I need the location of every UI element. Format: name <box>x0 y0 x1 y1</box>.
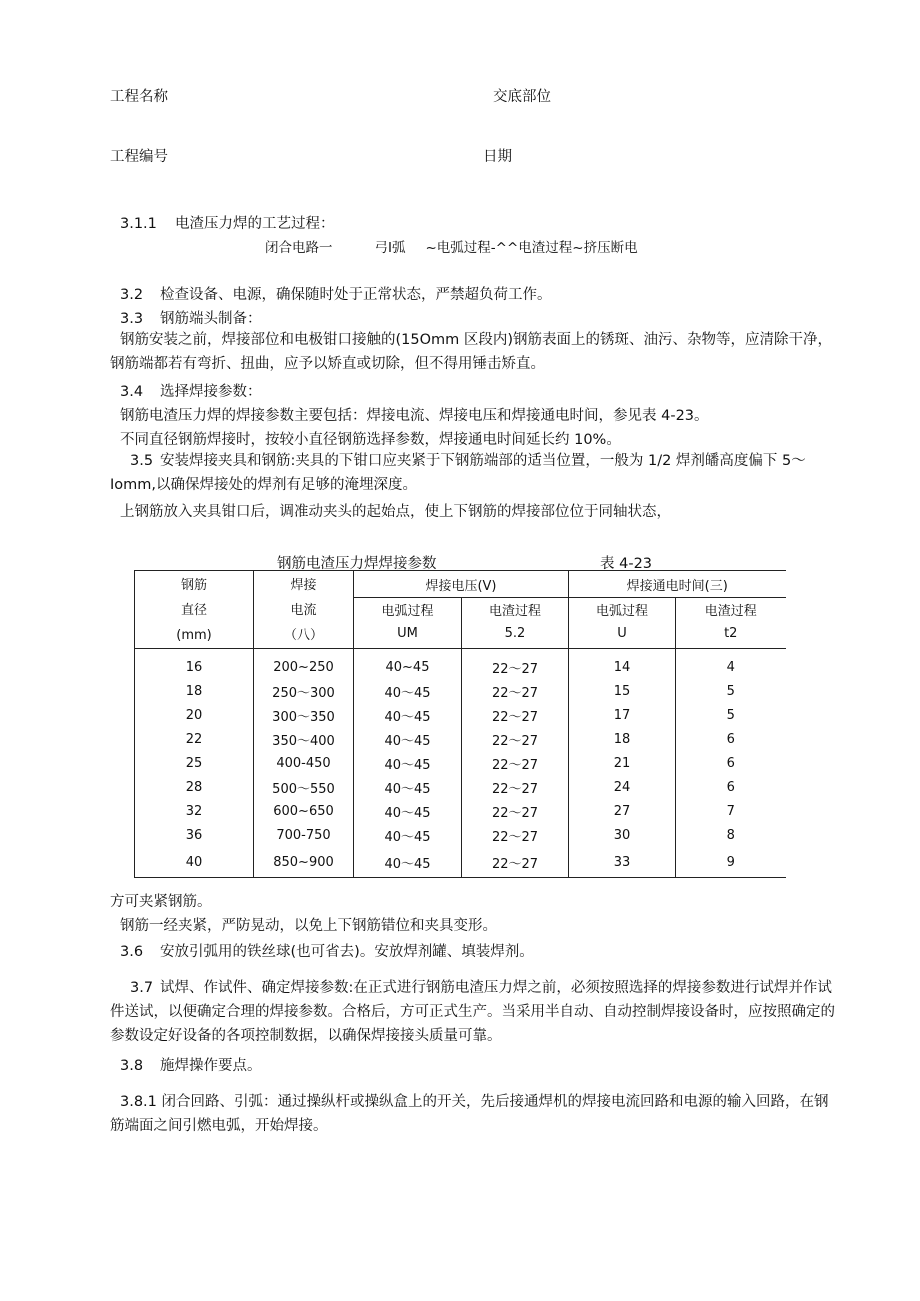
table-cell: 32 <box>135 799 254 823</box>
table-cell: 18 <box>135 679 254 703</box>
project-number-label: 工程编号 <box>110 149 168 165</box>
process-flow: 闭合电路一 弓I弧 ~电弧过程-^^电渣过程~挤压断电 <box>265 240 638 256</box>
table-cell: 22～27 <box>462 751 569 775</box>
table-cell: 6 <box>676 775 786 799</box>
table-cell: 850~900 <box>254 847 354 878</box>
table-cell: 40~45 <box>354 649 462 680</box>
table-cell: 700-750 <box>254 823 354 847</box>
table-cell: 16 <box>135 649 254 680</box>
table-cell: 8 <box>676 823 786 847</box>
table-cell: 22～27 <box>462 679 569 703</box>
table-row <box>135 649 786 680</box>
section-3-4-text-1: 钢筋电渣压力焊的焊接参数主要包括：焊接电流、焊接电压和焊接通电时间，参见表 4-23。 <box>120 408 709 424</box>
table-row <box>135 703 786 727</box>
table-row <box>135 847 786 878</box>
table-row <box>135 823 786 847</box>
section-3-5: 3.5 安装焊接夹具和钢筋:夹具的下钳口应夹紧于下钢筋端部的适当位置，一般为 1/2 焊剂皤高度偏下 5～Iomm,以确保焊接处的焊剂有足够的淹埋深度。 <box>110 453 806 493</box>
table-cell: 500～550 <box>254 775 354 799</box>
table-cell: 15 <box>569 679 676 703</box>
table-cell: 22～27 <box>462 823 569 847</box>
table-cell: 40～45 <box>354 823 462 847</box>
handover-part-label: 交底部位 <box>493 89 551 105</box>
table-cell: 33 <box>569 847 676 878</box>
table-row <box>135 751 786 775</box>
table-cell: 21 <box>569 751 676 775</box>
table-cell: 30 <box>569 823 676 847</box>
table-title: 钢筋电渣压力焊焊接参数 <box>277 556 437 572</box>
table-cell: 25 <box>135 751 254 775</box>
table-cell: 200~250 <box>254 649 354 680</box>
table-cell: 5 <box>676 703 786 727</box>
subheader-slag-time: 电渣过程 t2 <box>676 598 786 649</box>
table-cell: 7 <box>676 799 786 823</box>
table-cell: 350～400 <box>254 727 354 751</box>
project-name-label: 工程名称 <box>110 89 168 105</box>
welding-parameters-table <box>134 570 786 878</box>
table-cell: 40～45 <box>354 847 462 878</box>
table-cell: 28 <box>135 775 254 799</box>
header-diameter: 钢筋 直径 (mm) <box>135 571 254 649</box>
table-cell: 5 <box>676 679 786 703</box>
table-cell: 40 <box>135 847 254 878</box>
subheader-slag-voltage: 电渣过程 5.2 <box>462 598 569 649</box>
section-3-8: 3.8 施焊操作要点。 <box>120 1058 262 1074</box>
after-table-text-1: 方可夹紧钢筋。 <box>110 894 212 910</box>
table-cell: 27 <box>569 799 676 823</box>
table-cell: 22～27 <box>462 727 569 751</box>
subheader-arc-time: 电弧过程 U <box>569 598 676 649</box>
table-cell: 40～45 <box>354 679 462 703</box>
table-cell: 22～27 <box>462 799 569 823</box>
table-cell: 40～45 <box>354 751 462 775</box>
table-row <box>135 679 786 703</box>
section-3-3-heading: 3.3 钢筋端头制备： <box>120 311 262 327</box>
table-cell: 18 <box>569 727 676 751</box>
section-3-4-heading: 3.4 选择焊接参数： <box>120 384 262 400</box>
table-cell: 40～45 <box>354 799 462 823</box>
table-number: 表 4-23 <box>600 556 653 572</box>
table-cell: 40～45 <box>354 703 462 727</box>
section-3-1-1-heading: 3.1.1 电渣压力焊的工艺过程： <box>120 216 335 232</box>
table-cell: 600~650 <box>254 799 354 823</box>
section-3-6: 3.6 安放引弧用的铁丝球(也可省去)。安放焊剂罐、填装焊剂。 <box>120 944 534 960</box>
header-voltage: 焊接电压(V) <box>354 571 569 598</box>
table-cell: 22～27 <box>462 703 569 727</box>
table-cell: 300～350 <box>254 703 354 727</box>
after-table-text-2: 钢筋一经夹紧，严防晃动，以免上下钢筋错位和夹具变形。 <box>120 918 497 934</box>
date-label: 日期 <box>483 149 512 165</box>
table-cell: 22 <box>135 727 254 751</box>
table-row <box>135 799 786 823</box>
section-3-3-text: 钢筋安装之前，焊接部位和电极钳口接触的(15Omm 区段内)钢筋表面上的锈斑、油污、杂物等，应清除干净，钢筋端都若有弯折、扭曲，应予以矫直或切除，但不得用锤击矫直。 <box>110 332 833 372</box>
table-cell: 4 <box>676 649 786 680</box>
table-cell: 24 <box>569 775 676 799</box>
table-row <box>135 727 786 751</box>
subheader-arc-voltage: 电弧过程 UM <box>354 598 462 649</box>
table-cell: 22～27 <box>462 649 569 680</box>
table-cell: 14 <box>569 649 676 680</box>
table-cell: 20 <box>135 703 254 727</box>
header-time: 焊接通电时间(三) <box>569 571 786 598</box>
table-cell: 22～27 <box>462 847 569 878</box>
section-3-5-text-2: 上钢筋放入夹具钳口后，调准动夹头的起始点，使上下钢筋的焊接部位位于同轴状态， <box>120 504 671 520</box>
table-row <box>135 775 786 799</box>
table-cell: 400-450 <box>254 751 354 775</box>
table-cell: 40～45 <box>354 727 462 751</box>
table-header-row <box>135 571 786 598</box>
table-cell: 250～300 <box>254 679 354 703</box>
table-cell: 6 <box>676 727 786 751</box>
table-cell: 9 <box>676 847 786 878</box>
table-cell: 36 <box>135 823 254 847</box>
section-3-8-1: 3.8.1 闭合回路、引弧：通过操纵杆或操纵盒上的开关，先后接通焊机的焊接电流回路和电源的输入回路，在钢筋端面之间引燃电弧，开始焊接。 <box>110 1094 829 1134</box>
table-cell: 40～45 <box>354 775 462 799</box>
section-3-4-text-2: 不同直径钢筋焊接时，按较小直径钢筋选择参数，焊接通电时间延长约 10%。 <box>120 432 621 448</box>
table-cell: 17 <box>569 703 676 727</box>
section-3-7: 3.7 试焊、作试件、确定焊接参数:在正式进行钢筋电渣压力焊之前，必须按照选择的焊接参数进行试焊并作试件送试，以便确定合理的焊接参数。合格后，方可正式生产。当采用半自动、自动控制焊接设备时，应按照确定的参数设定好设备的各项控制数据，以确保焊接接头质量可靠。 <box>110 980 835 1044</box>
table-cell: 6 <box>676 751 786 775</box>
header-current: 焊接 电流 （八） <box>254 571 354 649</box>
table-cell: 22～27 <box>462 775 569 799</box>
section-3-2: 3.2 检查设备、电源，确保随时处于正常状态，严禁超负荷工作。 <box>120 287 552 303</box>
